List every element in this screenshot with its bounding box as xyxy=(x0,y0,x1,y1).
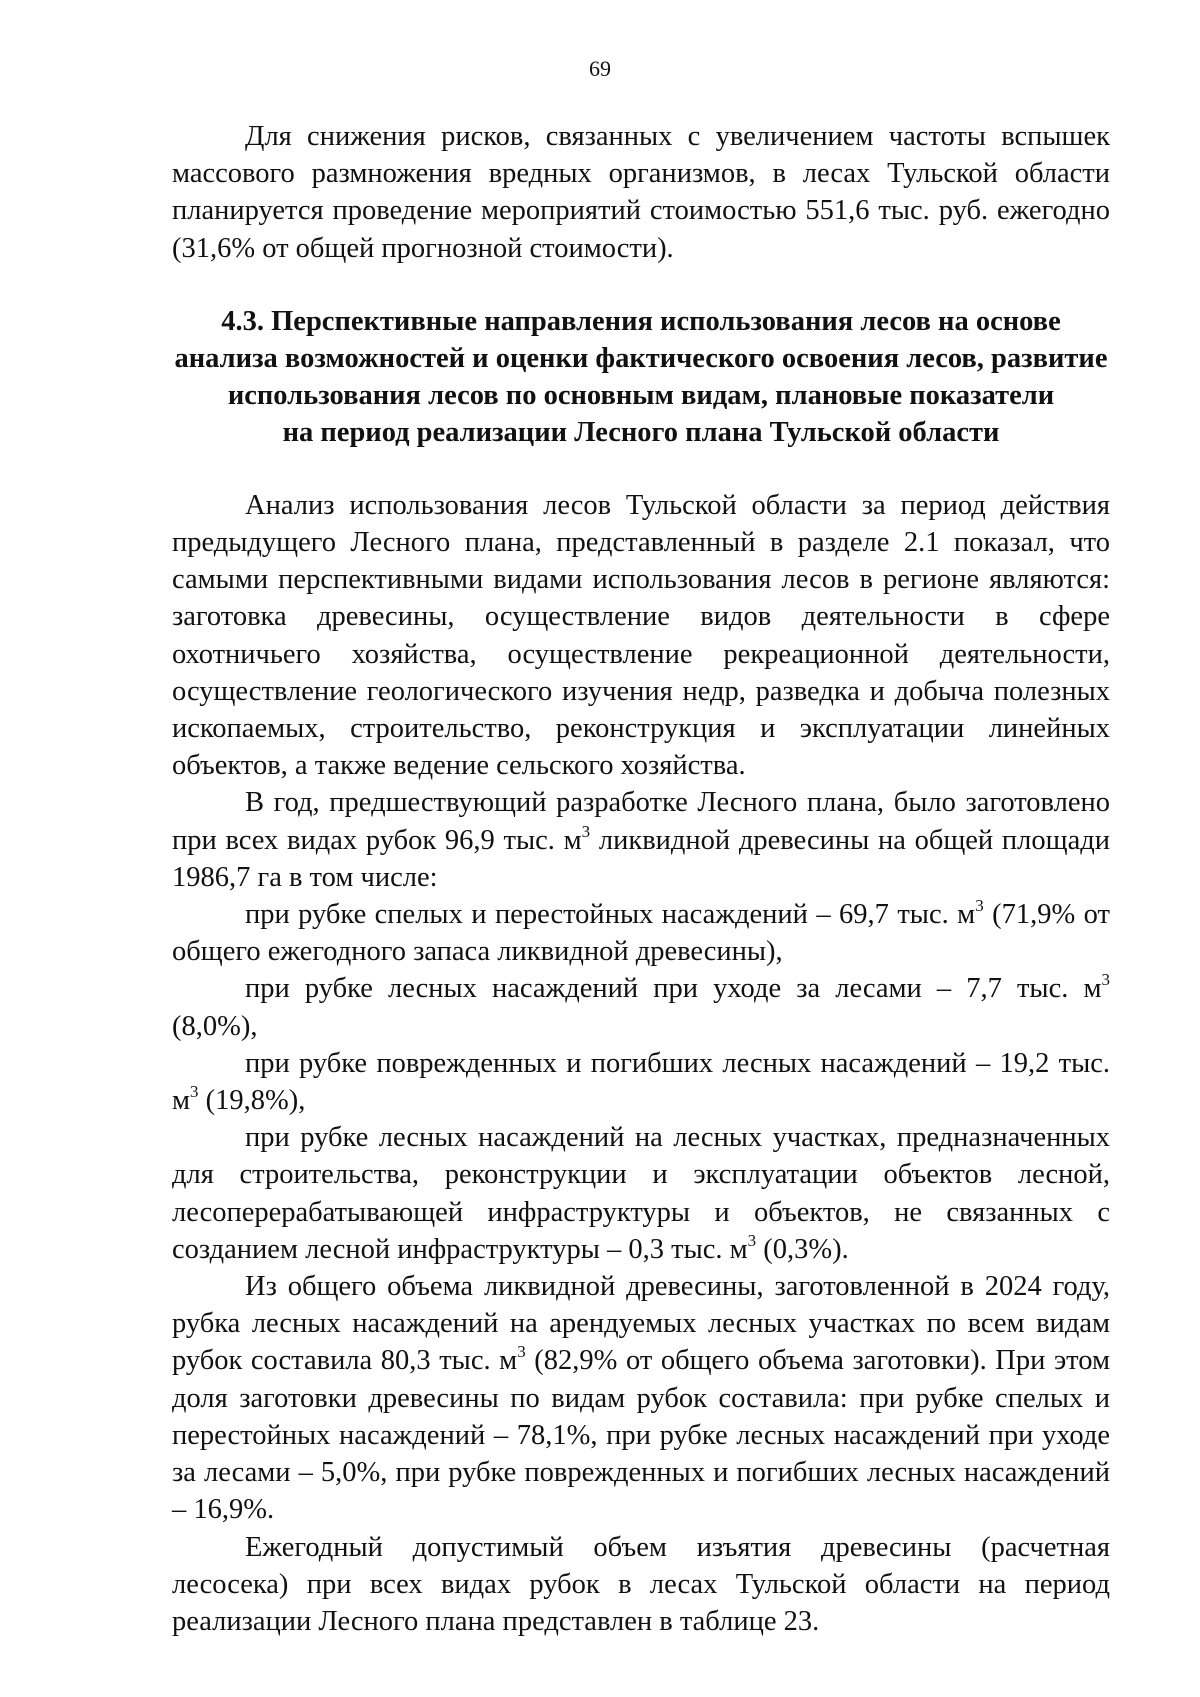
harvest-total-text-end: ликвидной древесины на общей площади 1986,7 га в том числе: xyxy=(172,824,1110,893)
lease-paragraph xyxy=(172,1268,1110,1528)
lease-text-end: (82,9% от общего объема заготовки). При этом доля заготовки древесины по видам рубок составила: при рубке спелых и перестойных насаждений – 78,1%, при рубке лесных насаждений при уходе за лесами – 5,0%, при рубке поврежденных и погибших лесных насаждений – 16,9%. xyxy=(172,1345,1110,1526)
cubic-superscript: 3 xyxy=(975,896,984,916)
harvest-total-paragraph xyxy=(172,784,1110,896)
closing-paragraph: Ежегодный допустимый объем изъятия древесины (расчетная лесосека) при всех видах рубок в лесах Тульской области на период реализации Лесного плана представлен в таблице 23. xyxy=(172,1531,1110,1637)
cubic-superscript: 3 xyxy=(747,1230,757,1250)
analysis-paragraph: Анализ использования лесов Тульской области за период действия предыдущего Лесного плана, представленный в разделе 2.1 показал, что самыми перспективными видами использования лесов в регионе являются: заготовка древесины, осуществление видов деятельности в сфере охотничьего хозяйства, осуществление рекреационной деятельности, осуществление геологического изучения недр, разведка и добыча полезных ископаемых, строительство, реконструкция и эксплуатации линейных объектов, а также ведение сельского хозяйства. xyxy=(172,489,1110,782)
item-text-start: при рубке лесных насаждений при уходе за лесами – 7,7 тыс. м xyxy=(245,973,1102,1005)
section-heading xyxy=(172,303,1110,451)
cubic-superscript: 3 xyxy=(581,821,591,841)
item-text-end: (71,9% от общего ежегодного запаса ликвидной древесины), xyxy=(172,899,1111,968)
heading-line: анализа возможностей и оценки фактического освоения лесов, развитие xyxy=(174,342,1108,374)
page-number: 69 xyxy=(589,56,611,81)
intro-paragraph: Для снижения рисков, связанных с увеличением частоты вспышек массового размножения вредных организмов, в лесах Тульской области планируется проведение мероприятий стоимостью 551,6 тыс. руб. ежегодно (31,6% от общей прогнозной стоимости). xyxy=(172,121,1110,264)
page-content xyxy=(172,118,1110,1640)
cubic-superscript: 3 xyxy=(1101,970,1110,990)
cubic-superscript: 3 xyxy=(517,1342,526,1362)
item-text-end: (8,0%), xyxy=(172,1010,258,1042)
item-text-start: при рубке лесных насаждений на лесных участках, предназначенных для строительства, реконструкции и эксплуатации объектов лесной, лесоперерабатывающей инфраструктуры и объектов, не связанных с созданием лесной инфраструктуры – 0,3 тыс. м xyxy=(172,1122,1110,1265)
cubic-superscript: 3 xyxy=(190,1082,199,1102)
heading-line: 4.3. Перспективные направления использования лесов на основе xyxy=(221,305,1061,337)
heading-line: на период реализации Лесного плана Тульской области xyxy=(282,416,1000,448)
item-text-end: (19,8%), xyxy=(198,1085,306,1117)
harvest-item-mature xyxy=(172,896,1110,970)
heading-line: использования лесов по основным видам, плановые показатели xyxy=(227,379,1055,411)
harvest-item-thinning xyxy=(172,970,1110,1044)
lease-text-start: Из общего объема ликвидной древесины, заготовленной в 2024 году, рубка лесных насаждений на арендуемых лесных участках по всем видам рубок составила 80,3 тыс. м xyxy=(172,1271,1110,1377)
harvest-total-text-start: В год, предшествующий разработке Лесного плана, было заготовлено при всех видах рубок 96,9 тыс. м xyxy=(172,787,1110,856)
harvest-item-infrastructure xyxy=(172,1119,1110,1268)
harvest-item-damaged xyxy=(172,1045,1110,1119)
item-text-start: при рубке поврежденных и погибших лесных насаждений – 19,2 тыс. м xyxy=(172,1047,1110,1117)
item-text-end: (0,3%). xyxy=(756,1233,849,1265)
item-text-start: при рубке спелых и перестойных насаждений – 69,7 тыс. м xyxy=(245,899,976,931)
